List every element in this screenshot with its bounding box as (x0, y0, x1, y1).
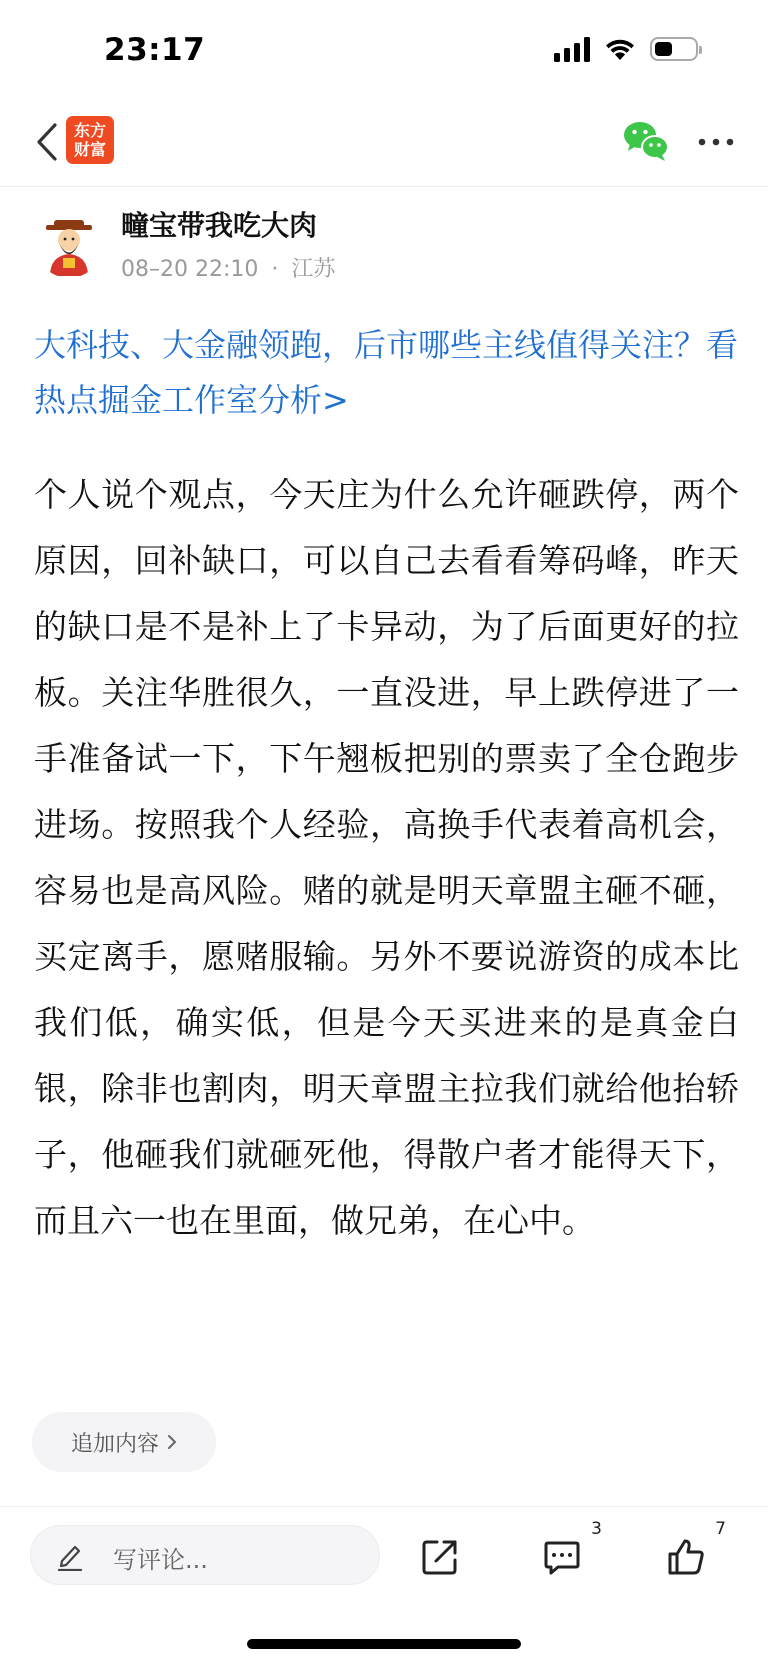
meta-separator: · (271, 257, 279, 282)
wechat-share-button[interactable] (622, 118, 670, 164)
more-options-button[interactable] (696, 122, 736, 162)
chevron-left-icon (35, 122, 59, 162)
logo-text-bottom: 财富 (73, 140, 106, 159)
cellular-signal-icon (554, 36, 590, 62)
comment-count: 3 (591, 1519, 602, 1539)
author-name[interactable]: 疃宝带我吃大肉 (121, 209, 318, 242)
pencil-icon (57, 1541, 83, 1571)
app-logo[interactable] (66, 116, 114, 164)
battery-icon (650, 37, 698, 61)
status-icons (554, 36, 698, 62)
bottom-action-bar (0, 1506, 768, 1664)
fortune-god-avatar-icon (36, 212, 102, 278)
comments-button[interactable] (534, 1519, 602, 1585)
post-time: 08–20 22:10 (121, 257, 259, 282)
chevron-right-icon (167, 1434, 177, 1450)
logo-text-top: 东方 (73, 121, 106, 140)
author-header (0, 190, 768, 300)
status-bar (0, 0, 768, 100)
comment-input[interactable] (30, 1525, 380, 1585)
wifi-icon (604, 36, 636, 62)
share-icon (420, 1537, 460, 1577)
append-content-label: 追加内容 (70, 1431, 159, 1457)
post-location: 江苏 (291, 257, 336, 282)
nav-bar (0, 100, 768, 187)
wechat-icon (622, 118, 670, 164)
append-content-button[interactable] (32, 1412, 216, 1472)
back-button[interactable] (22, 114, 72, 170)
post-meta (121, 252, 335, 283)
avatar[interactable] (36, 212, 102, 278)
thumbs-up-icon (666, 1537, 706, 1577)
comment-placeholder: 写评论... (113, 1546, 208, 1574)
more-dots-icon (698, 138, 734, 146)
promo-link[interactable]: 大科技、大金融领跑，后市哪些主线值得关注？看热点掘金工作室分析> (34, 326, 739, 419)
share-button[interactable] (412, 1529, 468, 1585)
like-count: 7 (715, 1519, 726, 1539)
post-body: 个人说个观点，今天庄为什么允许砸跌停，两个原因，回补缺口，可以自己去看看筹码峰，昨天的缺口是不是补上了卡异动，为了后面更好的拉板。关注华胜很久，一直没进，早上跌停进了一手准备试一下，下午翘板把别的票卖了全仓跑步进场。按照我个人经验，高换手代表着高机会，容易也是高风险。赌的就是明天章盟主砸不砸，买定离手，愿赌服输。另外不要说游资的成本比我们低，确实低，但是今天买进来的是真金白银，除非也割肉，明天章盟主拉我们就给他抬轿子，他砸我们就砸死他，得散户者才能得天下，而且六一也在里面，做兄弟，在心中。 (34, 475, 739, 1240)
comment-bubble-icon (542, 1537, 582, 1577)
status-time: 23:17 (104, 32, 206, 68)
like-button[interactable] (658, 1519, 726, 1585)
home-indicator (247, 1639, 521, 1649)
